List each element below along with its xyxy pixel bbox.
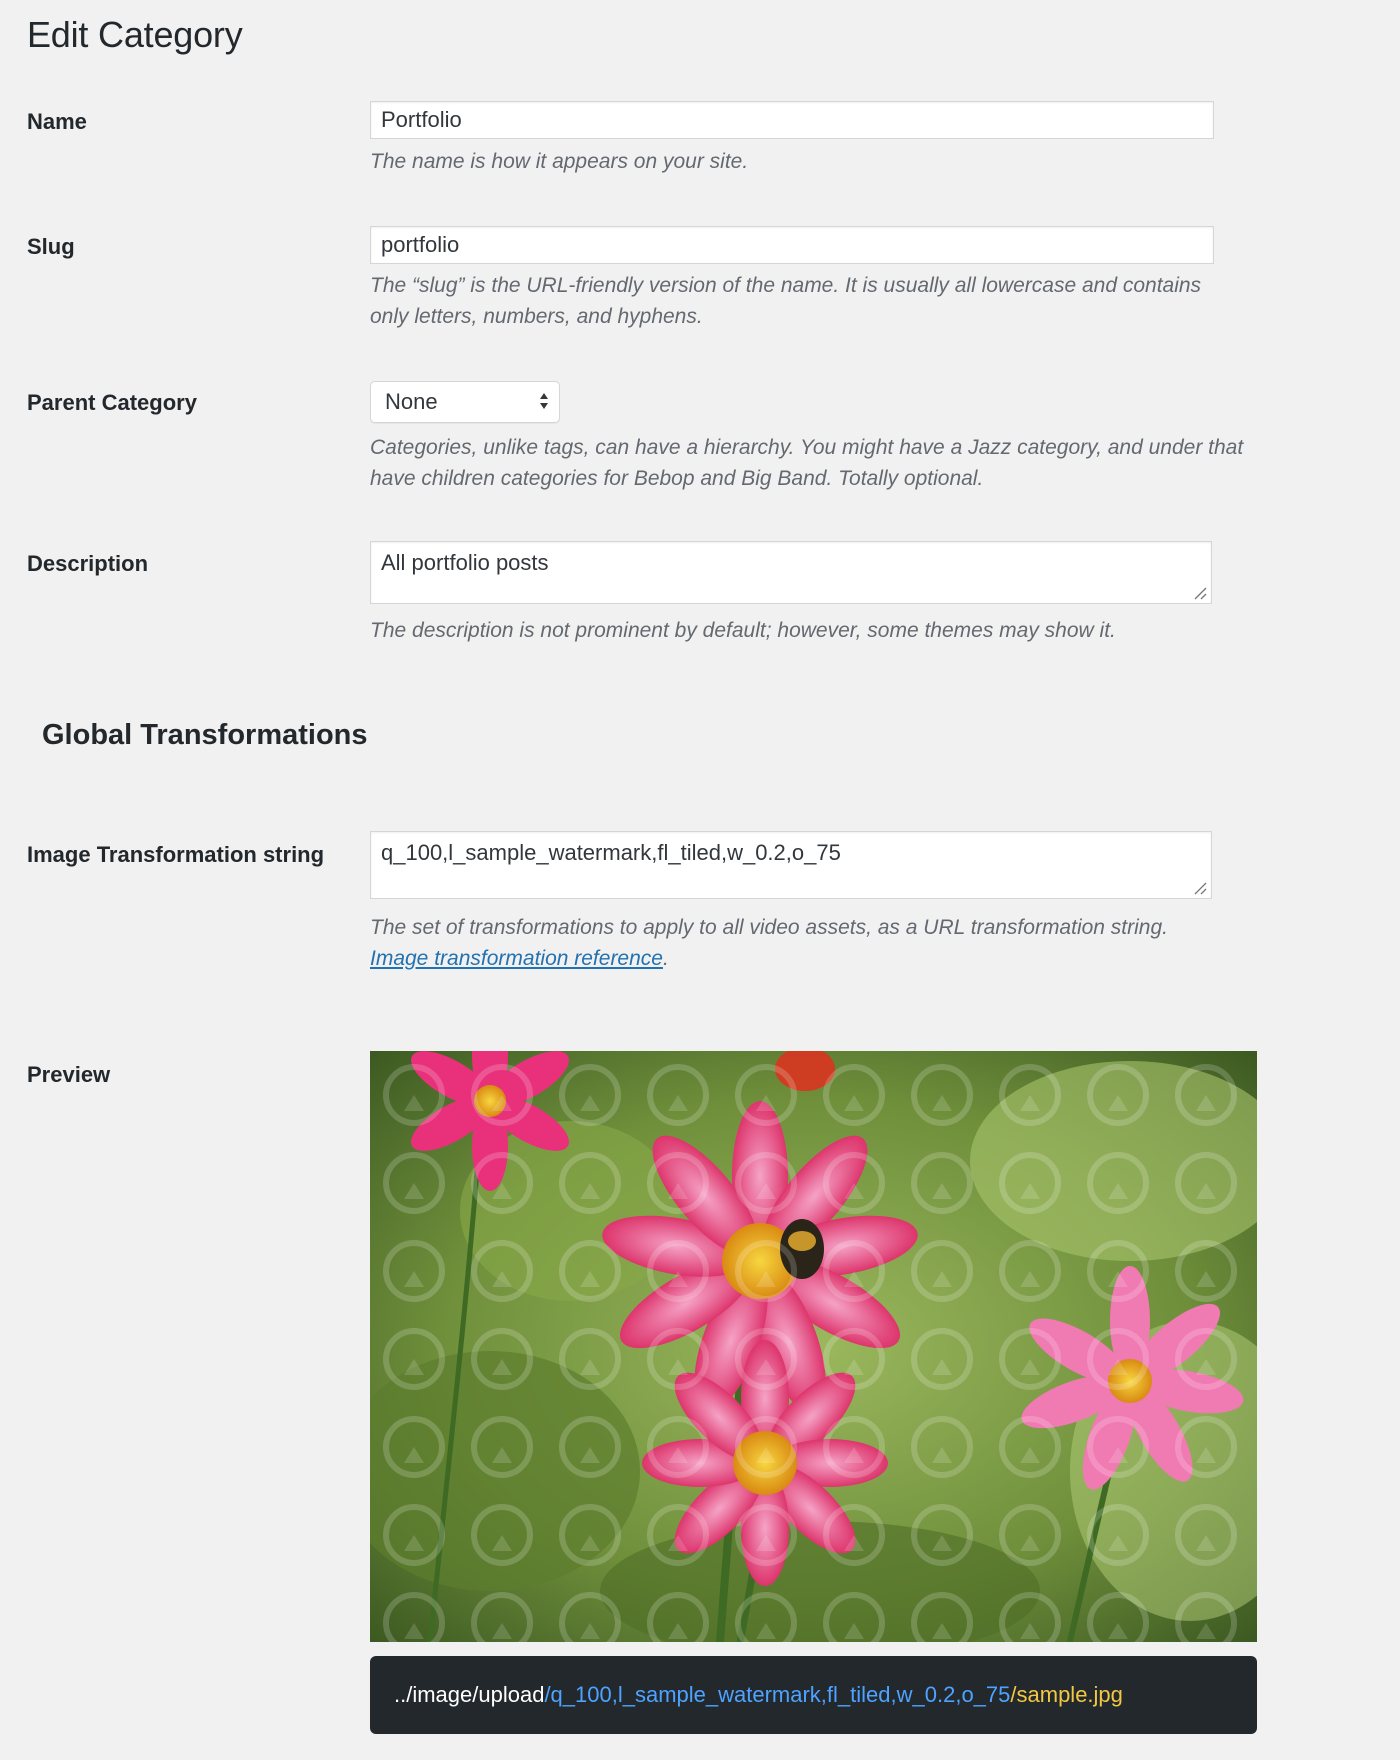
page-title: Edit Category bbox=[27, 14, 243, 55]
name-description: The name is how it appears on your site. bbox=[370, 150, 749, 173]
slug-input[interactable] bbox=[370, 226, 1214, 264]
image-transformation-description bbox=[370, 912, 1220, 974]
parent-category-selected: None bbox=[385, 389, 438, 414]
image-transformation-label: Image Transformation string bbox=[27, 842, 325, 867]
preview-image bbox=[370, 1051, 1257, 1642]
description-textarea[interactable] bbox=[370, 541, 1212, 604]
preview-label: Preview bbox=[27, 1062, 111, 1087]
resize-grip-icon[interactable] bbox=[1193, 881, 1207, 895]
slug-description: The “slug” is the URL-friendly version of the name. It is usually all lowercase and contains only letters, numbers, and hyphens. bbox=[370, 274, 1202, 328]
description-label: Description bbox=[27, 551, 149, 576]
image-transformation-textarea[interactable] bbox=[370, 831, 1212, 899]
name-label: Name bbox=[27, 109, 87, 134]
slug-label: Slug bbox=[27, 234, 75, 259]
name-input[interactable] bbox=[370, 101, 1214, 139]
global-transformations-title: Global Transformations bbox=[42, 719, 368, 751]
flower-photo bbox=[370, 1051, 1257, 1642]
parent-category-description: Categories, unlike tags, can have a hierarchy. You might have a Jazz category, and under that have children categories for Bebop and Big Band. Totally optional. bbox=[370, 436, 1244, 490]
url-base: ../image/upload bbox=[394, 1682, 545, 1707]
description-help: The description is not prominent by default; however, some themes may show it. bbox=[370, 619, 1116, 642]
image-transformation-help: The set of transformations to apply to all video assets, as a URL transformation string. bbox=[370, 916, 1168, 939]
select-arrows-icon bbox=[539, 391, 549, 411]
transformation-url-bar bbox=[370, 1656, 1257, 1734]
link-suffix: . bbox=[662, 947, 669, 970]
url-transformation: /q_100,l_sample_watermark,fl_tiled,w_0.2,o_75 bbox=[544, 1682, 1011, 1707]
parent-category-select[interactable] bbox=[370, 381, 560, 423]
parent-category-label: Parent Category bbox=[27, 390, 197, 415]
url-file: /sample.jpg bbox=[1010, 1682, 1123, 1707]
resize-grip-icon[interactable] bbox=[1193, 586, 1207, 600]
image-transformation-reference-link[interactable]: Image transformation reference bbox=[370, 947, 663, 970]
